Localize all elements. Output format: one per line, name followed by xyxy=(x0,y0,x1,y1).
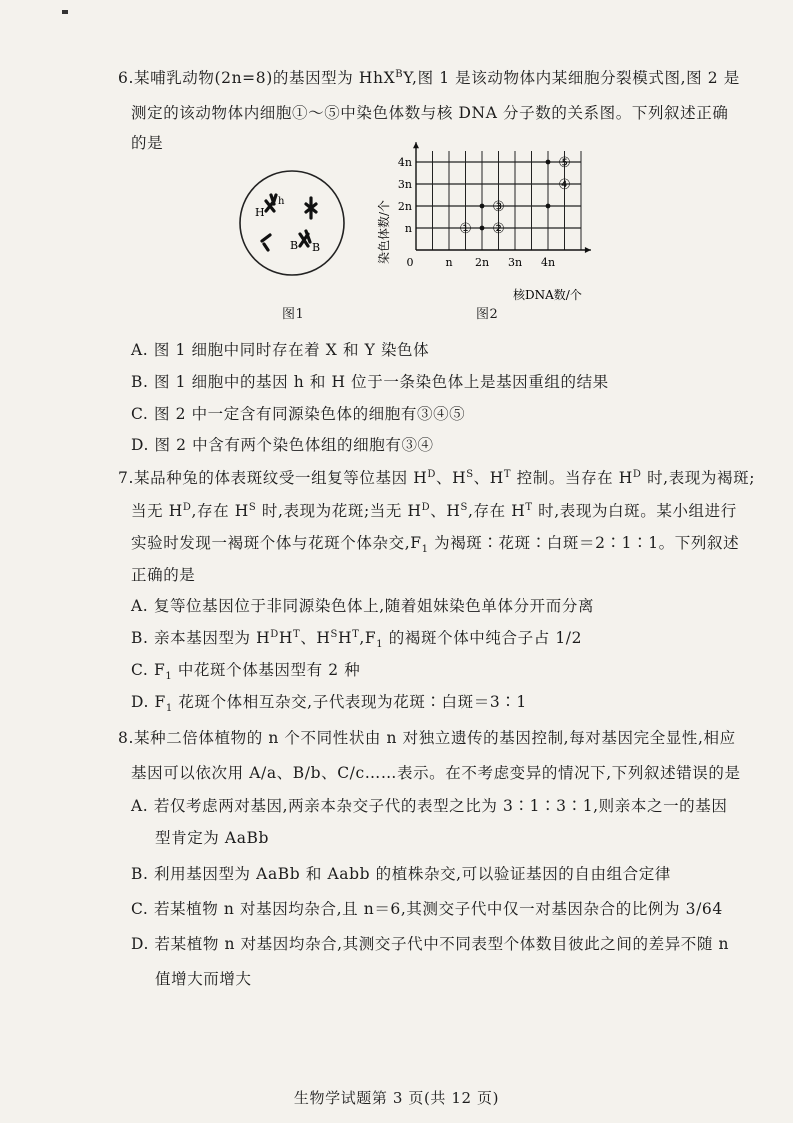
y-tick-label: 4n xyxy=(397,156,412,169)
q6-stem-line3: 的是 xyxy=(131,134,164,152)
q6-option-d[interactable]: D. 图 2 中含有两个染色体组的细胞有③④ xyxy=(131,436,434,454)
x-tick-label: 2n xyxy=(474,256,490,269)
q7-option-c[interactable]: C. $F_1$ 中花斑个体基因型有 2 种 xyxy=(131,661,361,683)
x-axis-arrow xyxy=(585,247,591,253)
x-tick-label: n xyxy=(445,256,453,269)
q7-stem-line1: 7.某品种兔的体表斑纹受一组复等位基因 $H^D$、$H^S$、$H^T$ 控制。当存在 $H^D$ 时,表现为褐斑; xyxy=(118,468,756,487)
q8-option-a-line1[interactable]: A. 若仅考虑两对基因,两亲本杂交子代的表型之比为 3∶1∶3∶1,则亲本之一的基因 xyxy=(131,797,728,815)
q8-option-a-line2[interactable]: 型肯定为 AaBb xyxy=(155,829,270,847)
chromosome-group-upper-right xyxy=(306,198,316,218)
x-axis-label: 核DNA数/个 xyxy=(513,288,582,302)
page-footer: 生物学试题第 3 页(共 12 页) xyxy=(293,1089,500,1107)
x-tick-label: 3n xyxy=(507,256,523,269)
x-tick-label: 4n xyxy=(540,256,556,269)
gene-label-B-left: B xyxy=(290,239,299,252)
q8-option-d-line2[interactable]: 值增大而增大 xyxy=(155,970,252,988)
q6-stem-line1: 6.某哺乳动物(2n=8)的基因型为 HhX$^B$Y,图 1 是该动物体内某细胞分裂模式图,图 2 是 xyxy=(118,68,740,87)
q7-stem-line4: 正确的是 xyxy=(131,566,196,584)
cell-membrane xyxy=(240,171,344,275)
figure-2-caption: 图2 xyxy=(476,307,499,322)
q6-option-a[interactable]: A. 图 1 细胞中同时存在着 X 和 Y 染色体 xyxy=(131,341,430,359)
data-point-label: ② xyxy=(492,221,505,237)
figure-1-cell-diagram xyxy=(238,168,350,283)
q6-stem-line2: 测定的该动物体内细胞①～⑤中染色体数与核 DNA 分子数的关系图。下列叙述正确 xyxy=(131,104,729,122)
chromosome-group-lower-left xyxy=(262,235,270,250)
data-dot xyxy=(480,226,485,231)
y-axis-arrow xyxy=(413,142,419,148)
q6-option-b[interactable]: B. 图 1 细胞中的基因 h 和 H 位于一条染色体上是基因重组的结果 xyxy=(131,373,609,391)
figure-1-caption: 图1 xyxy=(282,307,305,322)
q7-option-b[interactable]: B. 亲本基因型为 $H^DH^T$、$H^SH^T,F_1$ 的褐斑个体中纯合子占 1/2 xyxy=(131,628,583,651)
chromosome-group-upper-left xyxy=(266,195,276,211)
q8-option-c[interactable]: C. 若某植物 n 对基因均杂合,且 n＝6,其测交子代中仅一对基因杂合的比例为 3/64 xyxy=(131,900,723,918)
q8-option-b[interactable]: B. 利用基因型为 AaBb 和 Aabb 的植株杂交,可以验证基因的自由组合定律 xyxy=(131,865,672,883)
corner-mark xyxy=(62,10,68,14)
q7-option-d[interactable]: D. $F_1$ 花斑个体相互杂交,子代表现为花斑∶白斑＝3∶1 xyxy=(131,693,527,715)
data-point-label: ⑤ xyxy=(558,155,571,171)
y-tick-label: n xyxy=(404,222,412,235)
q8-stem-line2: 基因可以依次用 A/a、B/b、C/c……表示。在不考虑变异的情况下,下列叙述错误的是 xyxy=(131,764,741,782)
q8-option-d-line1[interactable]: D. 若某植物 n 对基因均杂合,其测交子代中不同表型个体数目彼此之间的差异不随 n xyxy=(131,935,730,953)
y-tick-label: 2n xyxy=(397,200,412,213)
gene-label-h: h xyxy=(278,196,285,207)
q8-stem-line1: 8.某种二倍体植物的 n 个不同性状由 n 对独立遗传的基因控制,每对基因完全显性,相应 xyxy=(118,729,736,747)
data-point-label: ④ xyxy=(558,177,571,193)
chromosome-group-lower-right xyxy=(300,231,310,246)
q7-stem-line2: 当无 $H^D$,存在 $H^S$ 时,表现为花斑;当无 $H^D$、$H^S$,存在 $H^T$ 时,表现为白斑。某小组进行 xyxy=(131,501,737,520)
gene-label-H: H xyxy=(255,206,265,219)
q7-option-a[interactable]: A. 复等位基因位于非同源染色体上,随着姐妹染色单体分开而分离 xyxy=(131,597,595,615)
data-dot xyxy=(546,204,551,209)
x-tick-label: 0 xyxy=(406,256,414,269)
data-point-label: ③ xyxy=(492,199,505,215)
y-tick-label: 3n xyxy=(397,178,412,191)
figure-2-chart xyxy=(376,155,582,316)
y-axis-label: 染色体数/个 xyxy=(377,199,391,264)
gene-label-B-right: B xyxy=(312,241,321,254)
q7-stem-line3: 实验时发现一褐斑个体与花斑个体杂交$,F_1$ 为褐斑∶花斑∶白斑＝2∶1∶1。下列叙述 xyxy=(131,534,740,556)
data-dot xyxy=(546,160,551,165)
q6-option-c[interactable]: C. 图 2 中一定含有同源染色体的细胞有③④⑤ xyxy=(131,405,466,423)
data-point-label: ① xyxy=(459,221,472,237)
data-dot xyxy=(480,204,485,209)
